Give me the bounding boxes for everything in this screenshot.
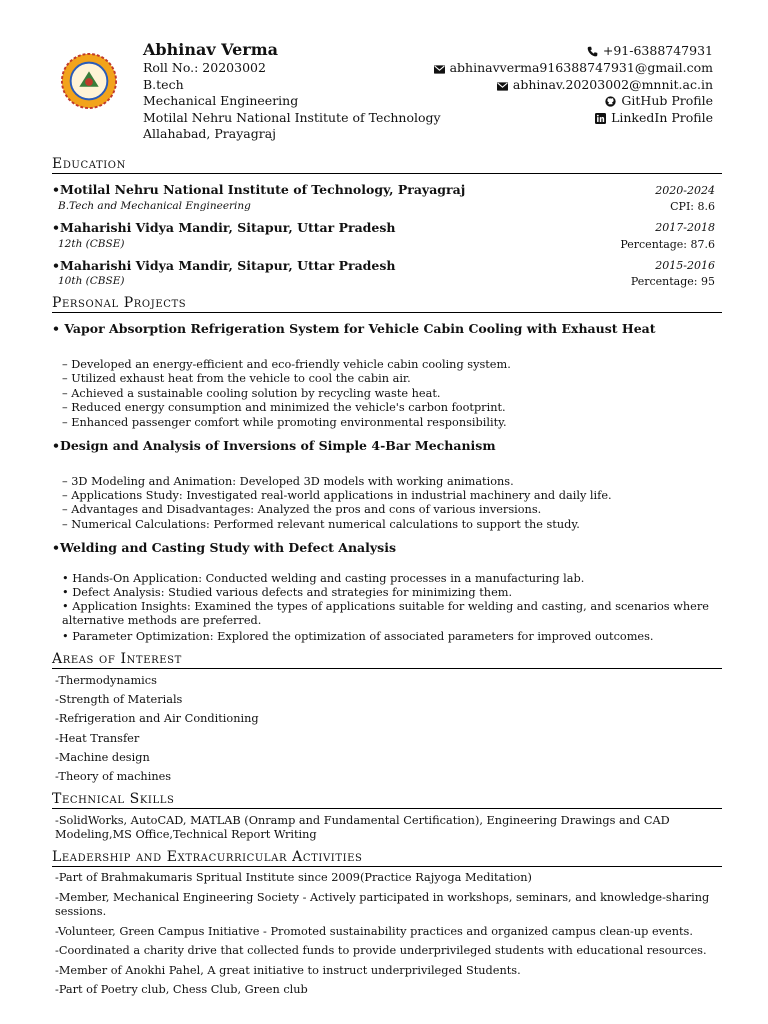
project-point: – Developed an energy-efficient and eco-friendly vehicle cabin cooling system.: [62, 358, 511, 371]
project-point: – Enhanced passenger comfort while promoting environmental responsibility.: [62, 416, 507, 429]
github-link[interactable]: [605, 93, 713, 108]
phone-text: +91-6388747931: [602, 43, 713, 58]
github-icon: [605, 96, 616, 107]
candidate-name: Abhinav Verma: [143, 40, 279, 59]
education-score: Percentage: 95: [630, 275, 715, 288]
email-link-institute[interactable]: [497, 77, 713, 92]
phone-link[interactable]: [587, 43, 713, 58]
skills-text: -SolidWorks, AutoCAD, MATLAB (Onramp and Fundamental Certification), Engineering Drawings and CAD Modeling,MS Office,Technical Report Writing: [55, 814, 670, 841]
project-title: •Design and Analysis of Inversions of Simple 4-Bar Mechanism: [52, 438, 496, 453]
section-heading-projects: Personal Projects: [52, 295, 722, 313]
linkedin-text: LinkedIn Profile: [611, 110, 713, 125]
section-heading-skills: Technical Skills: [52, 791, 722, 809]
interest-item: -Strength of Materials: [55, 693, 183, 706]
roll-number: Roll No.: 20203002: [143, 60, 266, 75]
project-point: • Application Insights: Examined the types of applications suitable for welding and casting, and scenarios where alternative methods are preferred.: [62, 600, 709, 627]
leadership-item: -Part of Brahmakumaris Spritual Institute since 2009(Practice Rajyoga Meditation): [55, 871, 532, 884]
email-institute-text: abhinav.20203002@mnnit.ac.in: [512, 77, 713, 92]
project-point: – Numerical Calculations: Performed relevant numerical calculations to support the study.: [62, 518, 580, 531]
github-text: GitHub Profile: [621, 93, 713, 108]
education-years: 2017-2018: [655, 221, 715, 234]
project-point: • Hands-On Application: Conducted welding and casting processes in a manufacturing lab.: [62, 572, 585, 585]
envelope-icon: [434, 65, 445, 74]
interest-item: -Thermodynamics: [55, 674, 157, 687]
education-years: 2015-2016: [655, 259, 715, 272]
leadership-item: -Member, Mechanical Engineering Society - Actively participated in workshops, seminars, and knowledge-sharing sessions.: [55, 891, 710, 918]
education-school: •Maharishi Vidya Mandir, Sitapur, Uttar Pradesh: [52, 220, 396, 235]
interest-item: -Theory of machines: [55, 770, 172, 783]
leadership-item: -Volunteer, Green Campus Initiative - Promoted sustainability practices and organized campus clean-up events.: [55, 925, 693, 938]
project-point: – Reduced energy consumption and minimized the vehicle's carbon footprint.: [62, 401, 506, 414]
interest-item: -Refrigeration and Air Conditioning: [55, 712, 259, 725]
education-years: 2020-2024: [655, 184, 715, 197]
project-point: – Utilized exhaust heat from the vehicle to cool the cabin air.: [62, 372, 411, 385]
interest-item: -Heat Transfer: [55, 732, 140, 745]
leadership-item: -Coordinated a charity drive that collected funds to provide underprivileged students with educational resources.: [55, 944, 707, 957]
project-point: • Defect Analysis: Studied various defects and strategies for minimizing them.: [62, 586, 513, 599]
education-program: 12th (CBSE): [58, 238, 125, 250]
leadership-item: -Member of Anokhi Pahel, A great initiative to instruct underprivileged Students.: [55, 964, 521, 977]
project-point: – Advantages and Disadvantages: Analyzed the pros and cons of various inversions.: [62, 503, 542, 516]
degree: B.tech: [143, 77, 184, 92]
education-score: CPI: 8.6: [670, 200, 715, 213]
interest-item: -Machine design: [55, 751, 150, 764]
email-link-personal[interactable]: [434, 60, 713, 75]
branch: Mechanical Engineering: [143, 93, 299, 108]
institute-logo: [60, 52, 118, 110]
project-title: •Welding and Casting Study with Defect Analysis: [52, 540, 396, 555]
linkedin-icon: [595, 113, 606, 124]
project-point: • Parameter Optimization: Explored the optimization of associated parameters for improved outcomes.: [62, 630, 654, 643]
education-school: •Maharishi Vidya Mandir, Sitapur, Uttar Pradesh: [52, 258, 396, 273]
email-personal-text: abhinavverma916388747931@gmail.com: [449, 60, 713, 75]
section-heading-education: Education: [52, 156, 722, 174]
location: Allahabad, Prayagraj: [143, 126, 277, 141]
education-program: B.Tech and Mechanical Engineering: [58, 200, 251, 212]
education-school: •Motilal Nehru National Institute of Technology, Prayagraj: [52, 182, 466, 197]
education-score: Percentage: 87.6: [620, 238, 715, 251]
linkedin-link[interactable]: [595, 110, 713, 125]
phone-icon: [587, 46, 598, 57]
section-heading-leadership: Leadership and Extracurricular Activities: [52, 849, 722, 867]
project-point: – 3D Modeling and Animation: Developed 3D models with working animations.: [62, 475, 514, 488]
institute: Motilal Nehru National Institute of Technology: [143, 110, 441, 125]
envelope-icon: [497, 82, 508, 91]
education-program: 10th (CBSE): [58, 275, 125, 287]
project-point: – Applications Study: Investigated real-world applications in industrial machinery and daily life.: [62, 489, 612, 502]
leadership-item: -Part of Poetry club, Chess Club, Green club: [55, 983, 308, 996]
project-title: • Vapor Absorption Refrigeration System for Vehicle Cabin Cooling with Exhaust Heat: [52, 321, 656, 336]
project-point: – Achieved a sustainable cooling solution by recycling waste heat.: [62, 387, 441, 400]
section-heading-interests: Areas of Interest: [52, 651, 722, 669]
